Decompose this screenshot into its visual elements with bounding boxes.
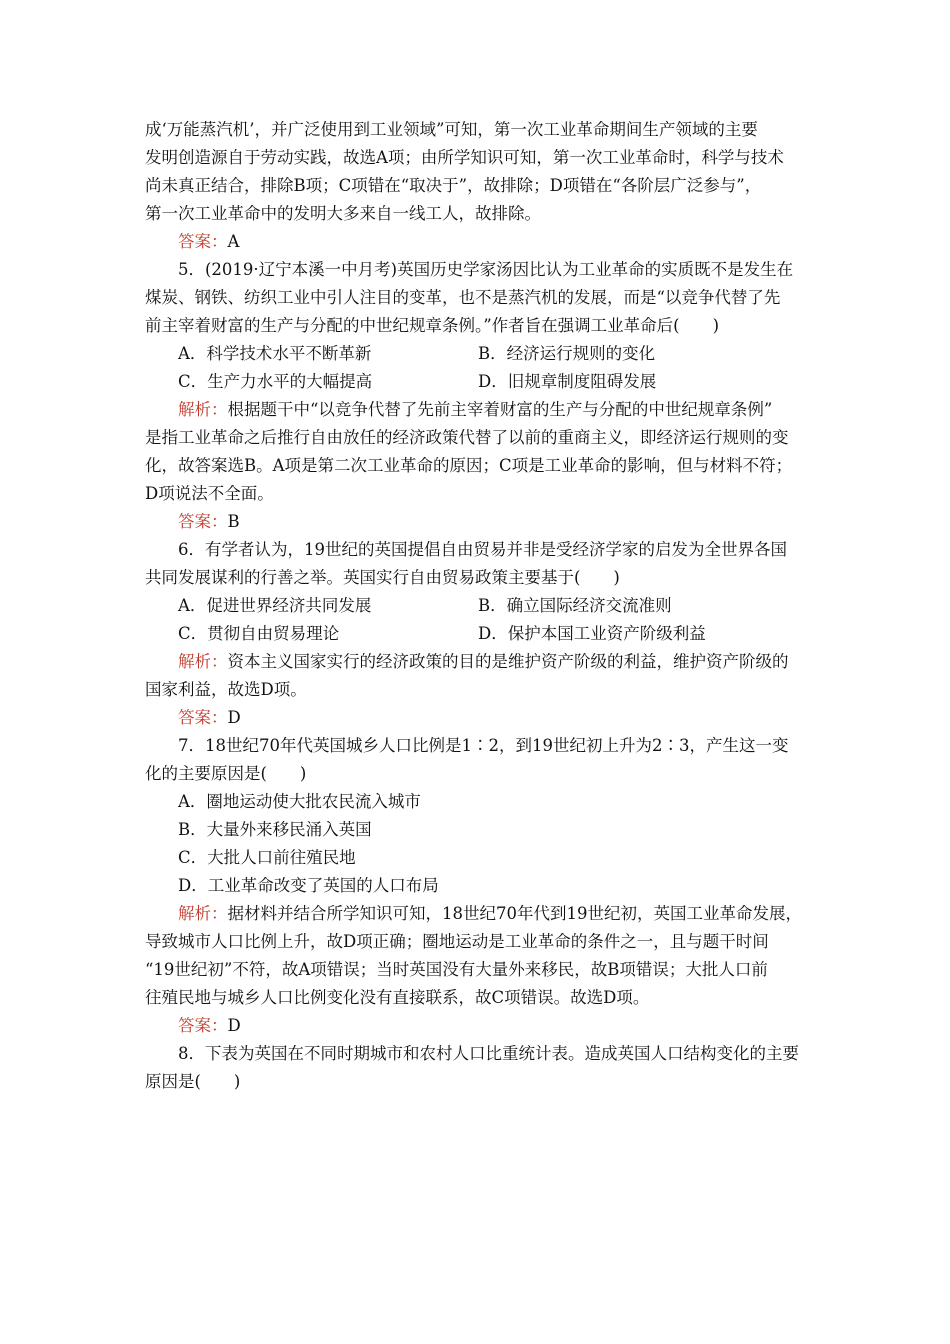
option-a: A．科学技术水平不断革新 xyxy=(178,344,372,363)
option-d: D．旧规章制度阻碍发展 xyxy=(478,372,657,391)
analysis-line: “19世纪初”不符，故A项错误；当时英国没有大量外来移民，故B项错误；大批人口前 xyxy=(145,960,768,979)
question-6-analysis xyxy=(145,648,813,676)
answer-label: 答案： xyxy=(178,512,228,531)
answer-line xyxy=(145,704,813,732)
analysis-line: 国家利益，故选D项。 xyxy=(145,680,307,699)
analysis-line: 是指工业革命之后推行自由放任的经济政策代替了以前的重商主义，即经济运行规则的变 xyxy=(145,428,789,447)
question-7-stem: 化的主要原因是( ) xyxy=(145,764,307,783)
analysis-line: D项说法不全面。 xyxy=(145,484,274,503)
answer-value: B xyxy=(227,512,240,531)
answer-line xyxy=(145,1012,813,1040)
analysis-text: 资本主义国家实行的经济政策的目的是维护资产阶级的利益，维护资产阶级的 xyxy=(227,652,789,671)
question-5-stem: 5．(2019·辽宁本溪一中月考)英国历史学家汤因比认为工业革命的实质既不是发生在 xyxy=(178,260,794,279)
question-8-stem: 8．下表为英国在不同时期城市和农村人口比重统计表。造成英国人口结构变化的主要 xyxy=(178,1044,799,1063)
analysis-line: 第一次工业革命中的发明大多来自一线工人，故排除。 xyxy=(145,204,541,223)
question-5-stem: 前主宰着财富的生产与分配的中世纪规章条例。”作者旨在强调工业革命后( ) xyxy=(145,316,720,335)
question-5-options-row xyxy=(145,340,813,368)
answer-label: 答案： xyxy=(178,232,228,251)
option-c: C．大批人口前往殖民地 xyxy=(178,848,356,867)
question-5-options-row xyxy=(145,368,813,396)
answer-line xyxy=(145,508,813,536)
question-7-analysis xyxy=(145,900,813,928)
answer-label: 答案： xyxy=(178,708,228,727)
option-b: B．大量外来移民涌入英国 xyxy=(178,820,372,839)
question-6-options-row xyxy=(145,592,813,620)
analysis-line: 成‘万能蒸汽机’，并广泛使用到工业领域”可知，第一次工业革命期间生产领域的主要 xyxy=(145,120,758,139)
analysis-label: 解析： xyxy=(178,652,228,671)
analysis-line: 尚未真正结合，排除B项；C项错在“取决于”，故排除；D项错在“各阶层广泛参与”， xyxy=(145,176,762,195)
analysis-line: 往殖民地与城乡人口比例变化没有直接联系，故C项错误。故选D项。 xyxy=(145,988,650,1007)
analysis-text: 据材料并结合所学知识可知，18世纪70年代到19世纪初，英国工业革命发展， xyxy=(227,904,802,923)
option-c: C．贯彻自由贸易理论 xyxy=(178,624,340,643)
question-6-stem: 6．有学者认为，19世纪的英国提倡自由贸易并非是受经济学家的启发为全世界各国 xyxy=(178,540,787,559)
question-5-analysis xyxy=(145,396,813,424)
analysis-line: 导致城市人口比例上升，故D项正确；圈地运动是工业革命的条件之一，且与题干时间 xyxy=(145,932,769,951)
option-b: B．经济运行规则的变化 xyxy=(478,344,656,363)
analysis-line: 发明创造源自于劳动实践，故选A项；由所学知识可知，第一次工业革命时，科学与技术 xyxy=(145,148,784,167)
answer-value: A xyxy=(227,232,240,251)
document-page xyxy=(145,116,813,1096)
question-6-options-row xyxy=(145,620,813,648)
answer-value: D xyxy=(227,1016,241,1035)
answer-label: 答案： xyxy=(178,1016,228,1035)
analysis-line: 化，故答案选B。A项是第二次工业革命的原因；C项是工业革命的影响，但与材料不符； xyxy=(145,456,793,475)
question-5-stem: 煤炭、钢铁、纺织工业中引人注目的变革，也不是蒸汽机的发展，而是“以竞争代替了先 xyxy=(145,288,781,307)
option-d: D．保护本国工业资产阶级利益 xyxy=(478,624,706,643)
option-a: A．促进世界经济共同发展 xyxy=(178,596,372,615)
question-7-stem: 7．18世纪70年代英国城乡人口比例是1∶2，到19世纪初上升为2∶3，产生这一变 xyxy=(178,736,789,755)
option-a: A．圈地运动使大批农民流入城市 xyxy=(178,792,421,811)
question-6-stem: 共同发展谋利的行善之举。英国实行自由贸易政策主要基于( ) xyxy=(145,568,620,587)
analysis-label: 解析： xyxy=(178,904,228,923)
analysis-label: 解析： xyxy=(178,400,228,419)
answer-line xyxy=(145,228,813,256)
question-8-stem: 原因是( ) xyxy=(145,1072,241,1091)
option-d: D．工业革命改变了英国的人口布局 xyxy=(178,876,439,895)
option-c: C．生产力水平的大幅提高 xyxy=(178,372,373,391)
option-b: B．确立国际经济交流准则 xyxy=(478,596,672,615)
answer-value: D xyxy=(227,708,241,727)
analysis-text: 根据题干中“以竞争代替了先前主宰着财富的生产与分配的中世纪规章条例” xyxy=(227,400,773,419)
